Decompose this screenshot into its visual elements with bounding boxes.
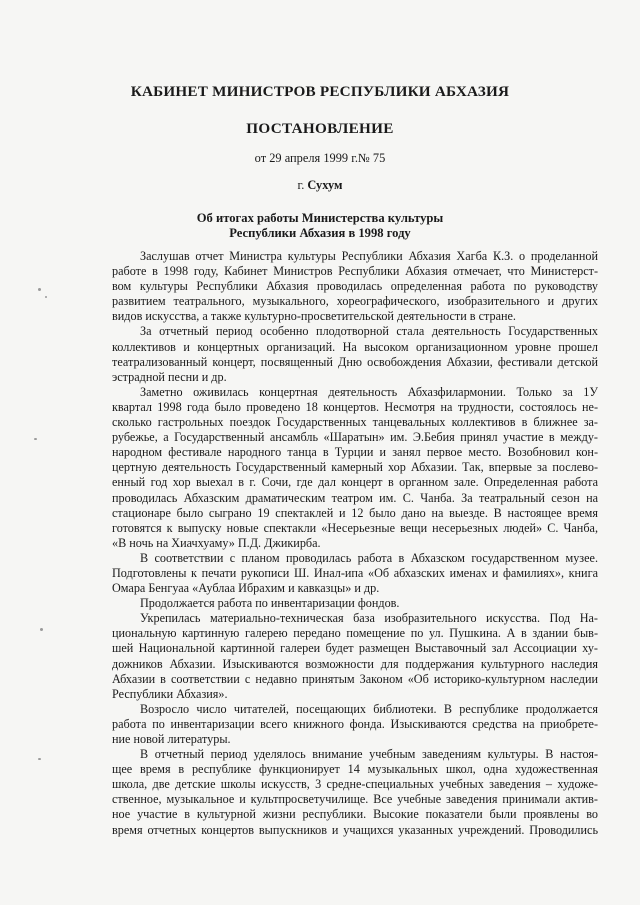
body-text-line: ственное, музыкальное и культпросветучилище. Все учебные заведения принимали актив- <box>112 792 598 807</box>
body-text-line: Республики Абхазия». <box>112 686 228 701</box>
city-prefix: г. <box>297 178 305 192</box>
body-text-line: ное участие в культурной жизни республики. Высокие показатели были проявлены во <box>112 807 598 822</box>
scan-speck <box>45 296 47 298</box>
body-text-line: Укрепилась материально-техническая база изобразительного искусства. Под На- <box>140 611 598 626</box>
body-text-line: Омара Бенгуаа «Аублаа Ибрахим и кавказцы» и др. <box>112 581 380 596</box>
body-text-line: Возросло число читателей, посещающих библиотеки. В республике продолжается <box>140 701 598 716</box>
body-text-line: готовятся к выпуску новые спектакли «Несерьезные вещи несерьезных людей» С. Чанба, <box>112 520 598 535</box>
scan-speck <box>34 438 37 440</box>
body-text-line: За отчетный период особенно плодотворной стала деятельность Государственных <box>140 324 598 339</box>
body-text-line: вом культуры Республики Абхазия проводилась определенная работа по руководству <box>112 279 598 294</box>
body-text-line: циональную картинную галерею передано помещение по ул. Пушкина. А в здании быв- <box>112 626 598 641</box>
scan-speck <box>38 758 41 760</box>
body-text-line: работе в 1998 году, Кабинет Министров Республики Абхазия отмечает, что Министерст- <box>112 264 598 279</box>
body-text-line: дожников Абхазии. Изыскиваются возможности для поддержания культурного наследия <box>112 656 598 671</box>
body-text-line: Подготовлены к печати рукописи Ш. Инал-ипа «Об абхазских именах и фамилиях», книга <box>112 565 598 580</box>
body-text-line: шей Национальной картинной галереи будет размещен Выставочный зал Ассоциации ху- <box>112 641 598 656</box>
body-text-line: цертную деятельность Государственный камерный хор Абхазии. Так, впервые за послево- <box>112 460 598 475</box>
body-text-line: квартал 1998 года было проведено 18 концертов. Несмотря на трудности, состоялось не- <box>112 399 598 414</box>
body-text-line: Продолжается работа по инвентаризации фондов. <box>140 596 400 611</box>
document-type-heading: ПОСТАНОВЛЕНИЕ <box>246 120 394 137</box>
organization-heading: КАБИНЕТ МИНИСТРОВ РЕСПУБЛИКИ АБХАЗИЯ <box>130 83 510 100</box>
document-body <box>112 249 598 838</box>
scan-speck <box>38 288 41 291</box>
city-line <box>0 178 640 193</box>
body-text-line: енный год хор выехал в г. Сочи, где дал концерт в органном зале. Определенная работа <box>112 475 598 490</box>
body-text-line: видов искусства, а также культурно-просветительской деятельности в стране. <box>112 309 516 324</box>
body-text-line: проводилась Абхазским драматическим театром им. С. Чанба. За театральный сезон на <box>112 490 598 505</box>
subject-heading <box>0 211 640 241</box>
body-text-line: Абхазии в соответствии с недавно принятым Законом «Об историко-культурном наследии <box>112 671 598 686</box>
body-text-line: В соответствии с планом проводилась работа в Абхазском государственном музее. <box>140 550 598 565</box>
body-text-line: Заслушав отчет Министра культуры Республики Абхазия Хагба К.З. о проделанной <box>140 249 598 263</box>
body-text-line: работа по инвентаризации всего книжного фонда. Изыскиваются средства на приобрете- <box>112 716 598 731</box>
body-text-line: В отчетный период уделялось внимание учебным заведениям культуры. В настоя- <box>140 747 598 762</box>
scan-speck <box>40 628 43 631</box>
body-text-line: ние новой литературы. <box>112 732 231 746</box>
body-text-line: коллективов и концертных организаций. На высоком организационном уровне прошел <box>112 339 598 354</box>
body-text-line: эстрадной песни и др. <box>112 369 227 384</box>
subject-line-2: Республики Абхазия в 1998 году <box>229 226 411 240</box>
body-text-line: щее время в республике функционирует 14 музыкальных школ, одна художественная <box>112 762 598 777</box>
body-text-line: народном фестивале народного танца в Турции и занял первое место. Возобновил кон- <box>112 445 598 460</box>
body-text-line: стационаре было сыграно 19 спектаклей и 12 было дано на выезде. В настоящее время <box>112 505 598 520</box>
subject-line-1: Об итогах работы Министерства культуры <box>196 211 444 225</box>
body-text-line: театрализованный концерт, посвященный Дню освобождения Абхазии, фестивали детской <box>112 354 598 369</box>
city-name: Сухум <box>307 178 343 192</box>
body-text-line: время отчетных концертов выпускников и учащихся указанных учреждений. Проводились <box>112 822 598 837</box>
body-text-line: «В ночь на Хиачхуаму» П.Д. Джикирба. <box>112 535 321 550</box>
body-text-line: рубежье, а Государственный ансамбль «Шаратын» им. Э.Бебия принял участие в между- <box>112 430 598 445</box>
body-text-line: школа, две детские школы искусств, 3 средне-специальных учебных заведения – художе- <box>112 777 598 792</box>
body-text-line: развитием театрального, музыкального, хореографического, изобразительного и других <box>112 294 598 309</box>
date-number-line: от 29 апреля 1999 г.№ 75 <box>254 151 386 165</box>
body-text-line: сколько гастрольных поездок Государственных танцевальных коллективов в ближнее за- <box>112 415 598 430</box>
body-text-line: Заметно оживилась концертная деятельность Абхазфилармонии. Только за 1У <box>140 384 598 399</box>
